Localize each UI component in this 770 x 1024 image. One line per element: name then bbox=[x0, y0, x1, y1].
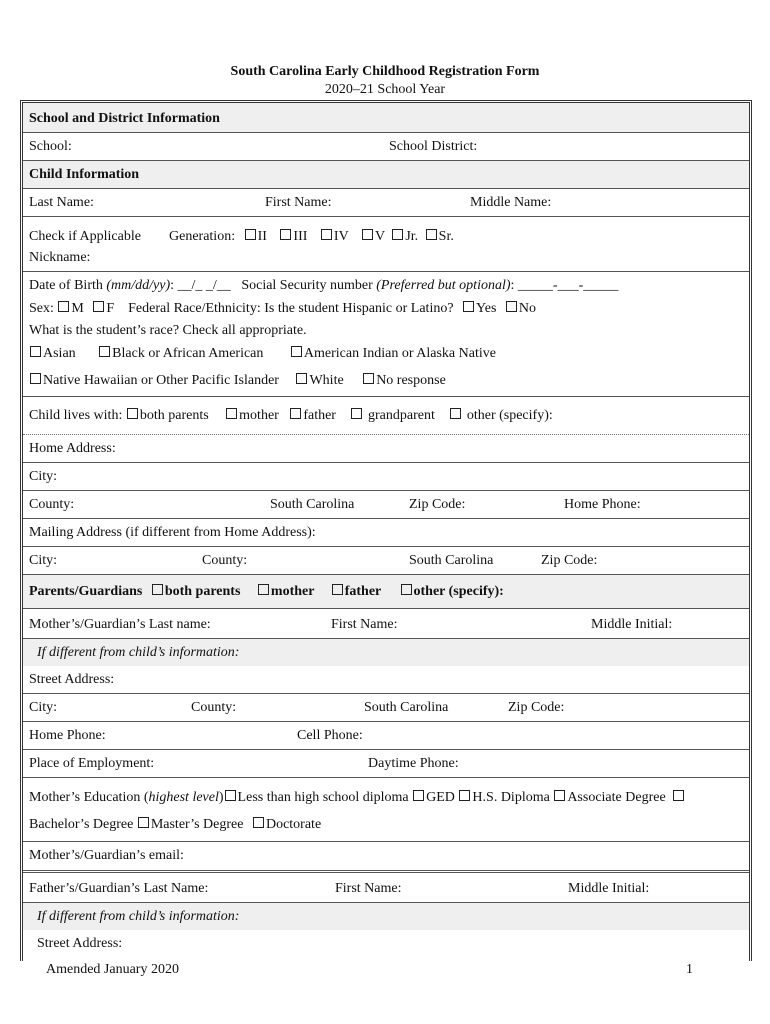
gen-option: IV bbox=[333, 229, 349, 244]
last-name-field[interactable]: Last Name: bbox=[29, 195, 94, 210]
generation-label bbox=[169, 229, 454, 245]
father-name-row bbox=[23, 873, 749, 903]
mailing-address-field[interactable]: Mailing Address (if different from Home Address): bbox=[29, 525, 316, 540]
mailing-state-label: South Carolina bbox=[409, 553, 494, 568]
father-street-row bbox=[23, 930, 749, 958]
mother-state-label: South Carolina bbox=[364, 700, 449, 715]
education-paren: ) bbox=[218, 790, 224, 805]
school-section-header bbox=[23, 103, 749, 133]
lives-with-row bbox=[23, 397, 749, 435]
checkbox-gen-ii[interactable] bbox=[245, 229, 256, 240]
checkbox-gen-jr[interactable] bbox=[392, 229, 403, 240]
city-row bbox=[23, 463, 749, 491]
if-different-note: If different from child’s information: bbox=[37, 645, 240, 660]
sex-option: F bbox=[106, 301, 115, 316]
ssn-label: Social Security number bbox=[241, 278, 373, 293]
checkbox-edu-bachelor[interactable] bbox=[673, 790, 684, 801]
education-option: GED bbox=[426, 790, 455, 805]
lives-option: mother bbox=[239, 408, 279, 423]
race-question: What is the student’s race? Check all appropriate. bbox=[29, 323, 307, 338]
education-label: Mother’s Education ( bbox=[29, 790, 149, 805]
checkbox-parents-other[interactable] bbox=[401, 584, 412, 595]
section-title: Parents/Guardians bbox=[29, 584, 143, 599]
mother-phone-row bbox=[23, 722, 749, 750]
lives-with-label: Child lives with: bbox=[29, 408, 123, 423]
demographics-block bbox=[23, 272, 749, 397]
middle-name-field[interactable]: Middle Name: bbox=[470, 195, 552, 210]
education-option: Master’s Degree bbox=[150, 817, 244, 832]
mother-email-field[interactable]: Mother’s/Guardian’s email: bbox=[29, 848, 184, 863]
nickname-field[interactable]: Nickname: bbox=[29, 250, 91, 265]
section-title: Child Information bbox=[29, 167, 140, 182]
education-line-1 bbox=[29, 790, 686, 806]
mother-zip-field[interactable]: Zip Code: bbox=[508, 700, 565, 715]
ssn-field[interactable]: : _____-___-_____ bbox=[510, 278, 619, 293]
mother-education-row bbox=[23, 778, 749, 842]
race-option: Native Hawaiian or Other Pacific Islander bbox=[43, 373, 279, 388]
page-number: 1 bbox=[686, 962, 693, 977]
checkbox-lives-other[interactable] bbox=[450, 408, 461, 419]
mother-email-row bbox=[23, 842, 749, 870]
education-level-note: highest level bbox=[148, 790, 219, 805]
parents-option: both parents bbox=[164, 584, 241, 599]
race-option: Black or African American bbox=[112, 346, 264, 361]
parents-option: other (specify): bbox=[413, 584, 504, 599]
mailing-row bbox=[23, 519, 749, 547]
checkbox-lives-mother[interactable] bbox=[226, 408, 237, 419]
checkbox-race-no-response[interactable] bbox=[363, 373, 374, 384]
checkbox-gen-iv[interactable] bbox=[321, 229, 332, 240]
checkbox-edu-hs[interactable] bbox=[459, 790, 470, 801]
ssn-preferred-note: (Preferred but optional) bbox=[376, 278, 511, 293]
check-applicable-label: Check if Applicable bbox=[29, 229, 141, 244]
mailing-zip-field[interactable]: Zip Code: bbox=[541, 553, 598, 568]
father-street-field[interactable]: Street Address: bbox=[37, 936, 123, 951]
checkbox-hispanic-no[interactable] bbox=[506, 301, 517, 312]
yes-option: Yes bbox=[476, 301, 497, 316]
mother-middle-initial-field[interactable]: Middle Initial: bbox=[591, 617, 673, 632]
checkbox-lives-both[interactable] bbox=[127, 408, 138, 419]
education-option: Doctorate bbox=[265, 817, 322, 832]
gen-option: II bbox=[257, 229, 267, 244]
race-option: No response bbox=[376, 373, 446, 388]
district-field[interactable]: School District: bbox=[389, 139, 478, 154]
sex-ethnicity-line bbox=[29, 301, 536, 317]
checkbox-gen-iii[interactable] bbox=[280, 229, 291, 240]
education-option: H.S. Diploma bbox=[472, 790, 550, 805]
mother-daytime-phone-field[interactable]: Daytime Phone: bbox=[368, 756, 459, 771]
father-first-name-field[interactable]: First Name: bbox=[335, 881, 402, 896]
mother-city-row bbox=[23, 694, 749, 722]
city-field[interactable]: City: bbox=[29, 469, 58, 484]
section-title: School and District Information bbox=[29, 111, 220, 126]
parents-option: father bbox=[344, 584, 381, 599]
no-option: No bbox=[518, 301, 537, 316]
checkbox-edu-less-hs[interactable] bbox=[225, 790, 236, 801]
dob-label: Date of Birth bbox=[29, 278, 103, 293]
race-option: Asian bbox=[43, 346, 76, 361]
generation-row bbox=[23, 217, 749, 272]
child-section-header bbox=[23, 161, 749, 189]
lives-option: father bbox=[303, 408, 336, 423]
gen-option: Sr. bbox=[438, 229, 454, 244]
mother-street-field[interactable]: Street Address: bbox=[29, 672, 115, 687]
checkbox-lives-father[interactable] bbox=[290, 408, 301, 419]
checkbox-edu-associate[interactable] bbox=[554, 790, 565, 801]
form-title: South Carolina Early Childhood Registration Form bbox=[230, 64, 540, 79]
checkbox-sex-f[interactable] bbox=[93, 301, 104, 312]
lives-option: both parents bbox=[139, 408, 209, 423]
mother-cell-phone-field[interactable]: Cell Phone: bbox=[297, 728, 363, 743]
father-last-name-field[interactable]: Father’s/Guardian’s Last Name: bbox=[29, 881, 209, 896]
county-row bbox=[23, 491, 749, 519]
mother-name-row bbox=[23, 609, 749, 639]
dob-format: (mm/dd/yy) bbox=[106, 278, 171, 293]
race-options-1 bbox=[29, 346, 496, 362]
education-option: Bachelor’s Degree bbox=[29, 817, 134, 832]
dob-field[interactable]: : __/_ _/__ bbox=[170, 278, 231, 293]
father-middle-initial-field[interactable]: Middle Initial: bbox=[568, 881, 650, 896]
mother-street-row bbox=[23, 666, 749, 694]
checkbox-hispanic-yes[interactable] bbox=[463, 301, 474, 312]
parents-section-header bbox=[23, 575, 749, 609]
race-option: American Indian or Alaska Native bbox=[303, 346, 496, 361]
mother-employment-field[interactable]: Place of Employment: bbox=[29, 756, 155, 771]
mailing-city-row bbox=[23, 547, 749, 575]
home-address-field[interactable]: Home Address: bbox=[29, 441, 116, 456]
gen-option: III bbox=[293, 229, 308, 244]
lives-with-line bbox=[29, 408, 553, 424]
parents-header-line bbox=[29, 584, 504, 600]
lives-option: grandparent bbox=[367, 408, 435, 423]
checkbox-sex-m[interactable] bbox=[58, 301, 69, 312]
education-option: Associate Degree bbox=[567, 790, 666, 805]
county-field[interactable]: County: bbox=[29, 497, 75, 512]
zip-field[interactable]: Zip Code: bbox=[409, 497, 466, 512]
mother-last-name-field[interactable]: Mother’s/Guardian’s Last name: bbox=[29, 617, 211, 632]
if-different-note: If different from child’s information: bbox=[37, 909, 240, 924]
father-if-different-row bbox=[23, 903, 749, 930]
mother-city-field[interactable]: City: bbox=[29, 700, 58, 715]
mother-employment-row bbox=[23, 750, 749, 778]
mother-first-name-field[interactable]: First Name: bbox=[331, 617, 398, 632]
gen-option: V bbox=[374, 229, 385, 244]
lives-option: other (specify): bbox=[466, 408, 553, 423]
race-options-2 bbox=[29, 373, 446, 389]
checkbox-parents-mother[interactable] bbox=[258, 584, 269, 595]
parents-option: mother bbox=[270, 584, 315, 599]
sex-label: Sex: bbox=[29, 301, 54, 316]
first-name-field[interactable]: First Name: bbox=[265, 195, 332, 210]
sex-option: M bbox=[71, 301, 84, 316]
checkbox-race-black[interactable] bbox=[99, 346, 110, 357]
generation-text: Generation: bbox=[169, 229, 236, 244]
form-table bbox=[20, 100, 752, 961]
mailing-city-field[interactable]: City: bbox=[29, 553, 58, 568]
dob-ssn-line bbox=[29, 278, 618, 294]
gen-option: Jr. bbox=[405, 229, 419, 244]
race-option: White bbox=[309, 373, 344, 388]
checkbox-race-american-indian[interactable] bbox=[291, 346, 302, 357]
mother-county-field[interactable]: County: bbox=[191, 700, 237, 715]
home-phone-field[interactable]: Home Phone: bbox=[564, 497, 641, 512]
checkbox-race-white[interactable] bbox=[296, 373, 307, 384]
checkbox-parents-father[interactable] bbox=[332, 584, 343, 595]
mother-if-different-row bbox=[23, 639, 749, 666]
education-option: Less than high school diploma bbox=[237, 790, 409, 805]
state-label: South Carolina bbox=[270, 497, 355, 512]
checkbox-gen-v[interactable] bbox=[362, 229, 373, 240]
checkbox-race-hawaiian[interactable] bbox=[30, 373, 41, 384]
home-address-row bbox=[23, 435, 749, 463]
amended-date: Amended January 2020 bbox=[46, 962, 179, 977]
checkbox-lives-grandparent[interactable] bbox=[351, 408, 362, 419]
education-line-2 bbox=[29, 817, 321, 833]
checkbox-gen-sr[interactable] bbox=[426, 229, 437, 240]
mailing-county-field[interactable]: County: bbox=[202, 553, 248, 568]
school-year: 2020–21 School Year bbox=[324, 82, 446, 97]
checkbox-parents-both[interactable] bbox=[152, 584, 163, 595]
checkbox-edu-ged[interactable] bbox=[413, 790, 424, 801]
mother-home-phone-field[interactable]: Home Phone: bbox=[29, 728, 106, 743]
school-row bbox=[23, 133, 749, 161]
checkbox-race-asian[interactable] bbox=[30, 346, 41, 357]
checkbox-edu-doctorate[interactable] bbox=[253, 817, 264, 828]
school-field[interactable]: School: bbox=[29, 139, 72, 154]
checkbox-edu-master[interactable] bbox=[138, 817, 149, 828]
hispanic-question: Federal Race/Ethnicity: Is the student Hispanic or Latino? bbox=[128, 301, 454, 316]
child-name-row bbox=[23, 189, 749, 217]
